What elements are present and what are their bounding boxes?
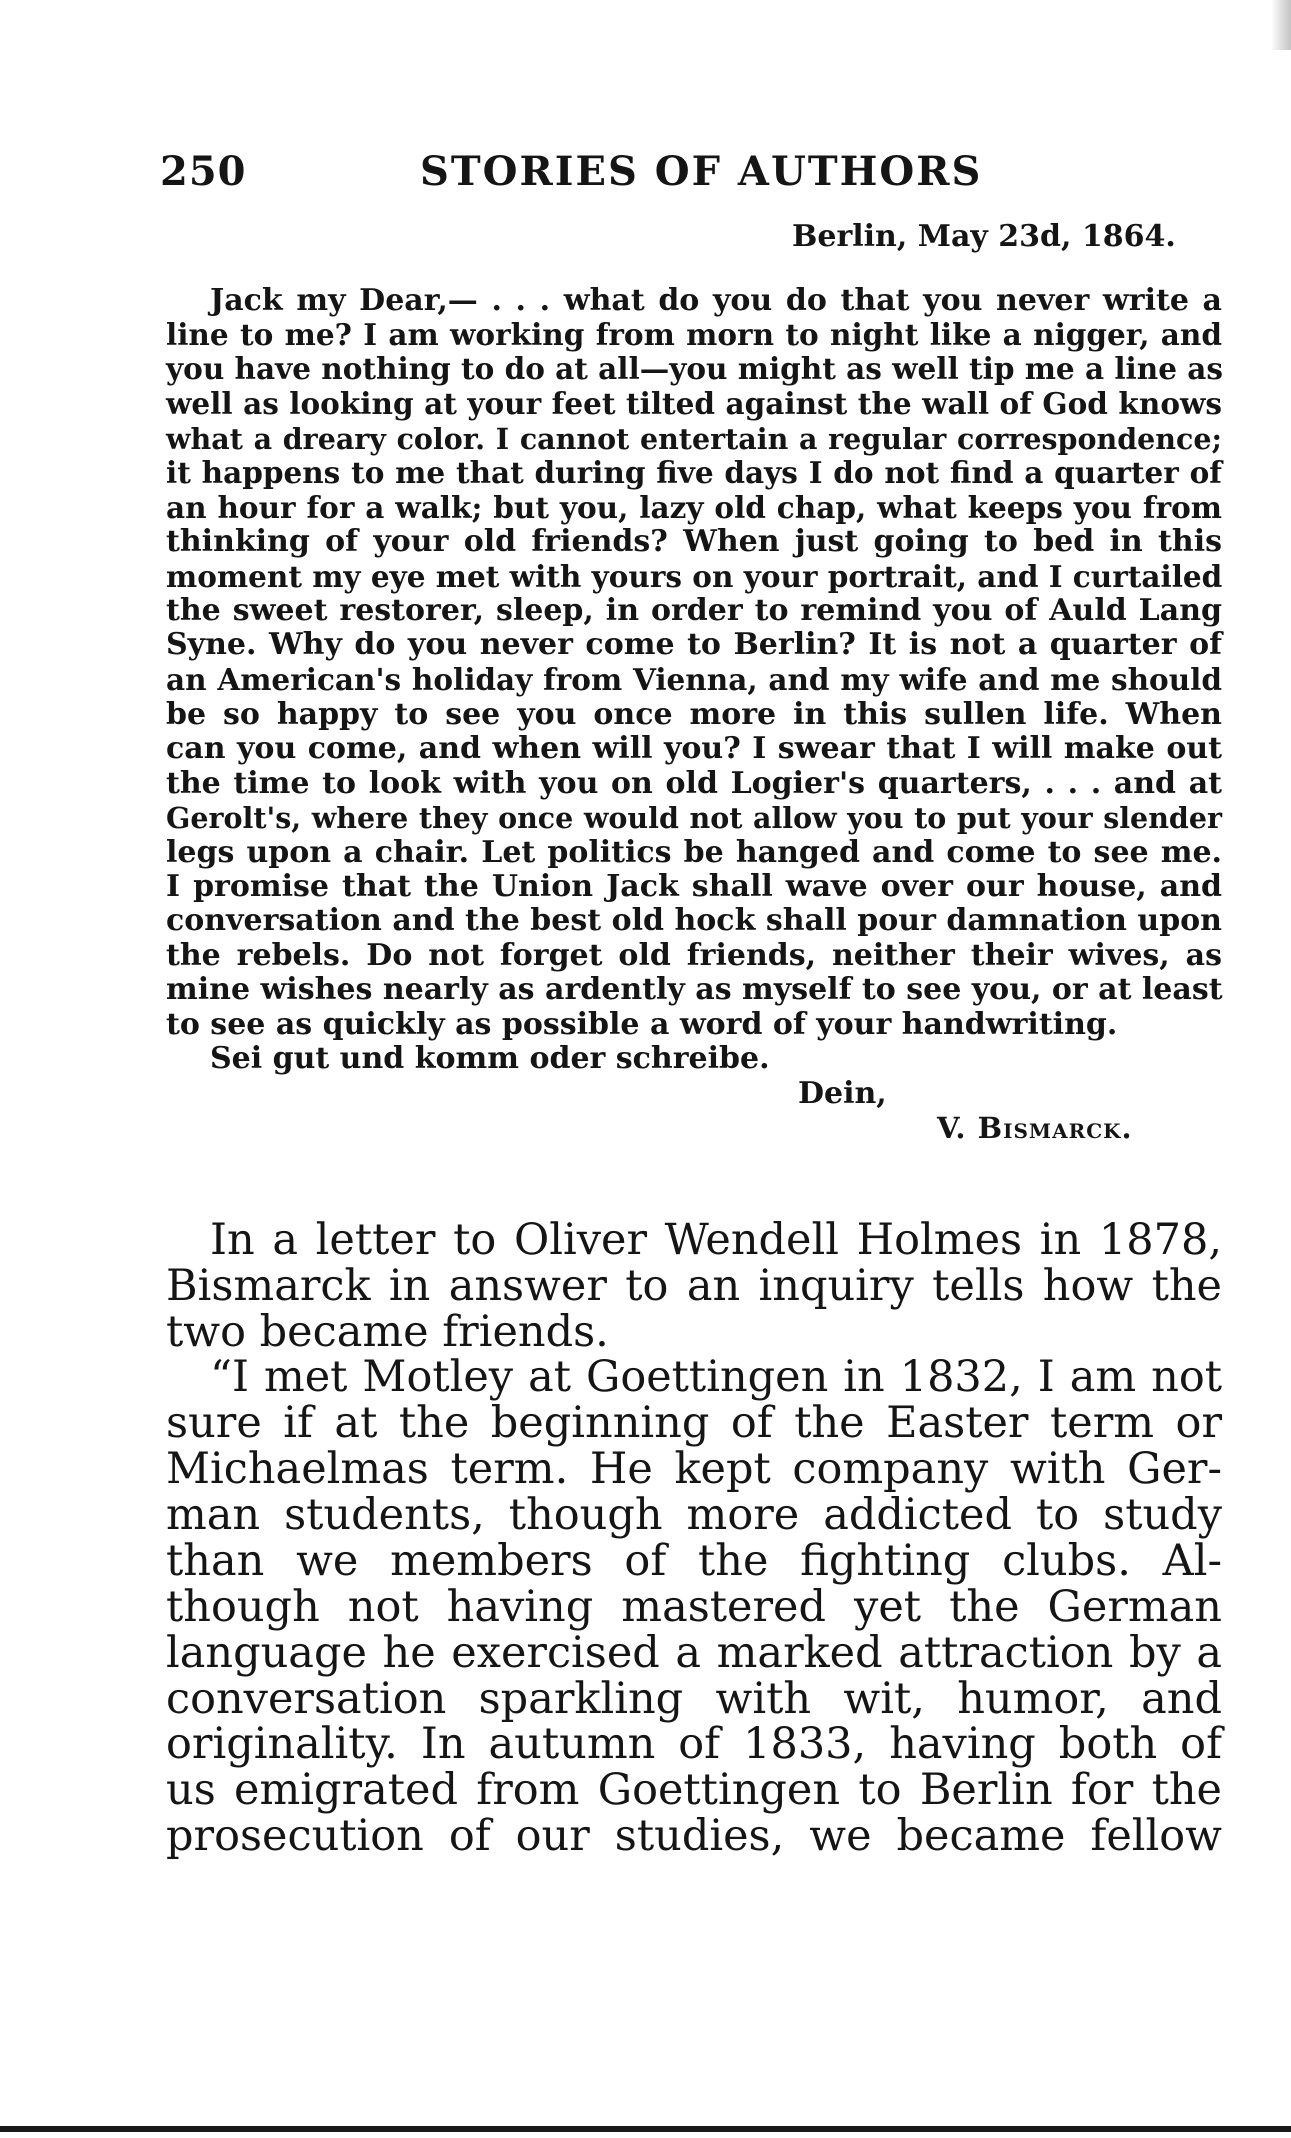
- body-line: language he exercised a marked attraction by a: [166, 1628, 1222, 1678]
- body-line: In a letter to Oliver Wendell Holmes in 1878,: [210, 1215, 1222, 1265]
- scan-bottom-edge: [0, 2126, 1291, 2132]
- letter-line: what a dreary color. I cannot entertain a regular correspondence;: [166, 422, 1222, 456]
- body-line: prosecution of our studies, we became fellow: [166, 1811, 1222, 1861]
- letter-line: be so happy to see you once more in this sullen life. When: [166, 697, 1222, 732]
- letter-line: moment my eye met with yours on your portrait, and I curtailed: [166, 559, 1223, 594]
- body-line: though not having mastered yet the German: [166, 1582, 1222, 1632]
- letter-line: an American's holiday from Vienna, and my wife and me should: [166, 662, 1222, 697]
- letter-line: can you come, and when will you? I swear that I will make out: [166, 731, 1222, 766]
- body-line: than we members of the fighting clubs. Al-: [166, 1536, 1222, 1586]
- body-line: us emigrated from Goettingen to Berlin for the: [166, 1765, 1222, 1815]
- running-head-title: STORIES OF AUTHORS: [420, 148, 983, 195]
- letter-line: Jack my Dear,— . . . what do you do that you never write a: [210, 283, 1222, 318]
- letter-line: well as looking at your feet tilted against the wall of God knows: [166, 386, 1222, 421]
- letter-line: to see as quickly as possible a word of your handwriting.: [166, 1007, 1118, 1042]
- letter-line: Gerolt's, where they once would not allow you to put your slender: [166, 801, 1222, 835]
- letter-closing: Dein,: [798, 1076, 887, 1111]
- body-line: sure if at the beginning of the Easter term or: [166, 1398, 1222, 1448]
- page-number: 250: [160, 148, 247, 195]
- body-line: Bismarck in answer to an inquiry tells how the: [166, 1261, 1222, 1311]
- body-line: two became friends.: [166, 1307, 609, 1357]
- body-line: “I met Motley at Goettingen in 1832, I am not: [210, 1352, 1222, 1402]
- letter-line: I promise that the Union Jack shall wave over our house, and: [166, 869, 1222, 904]
- letter-line: Syne. Why do you never come to Berlin? It is not a quarter of: [166, 627, 1222, 662]
- letter-line: legs upon a chair. Let politics be hanged and come to see me.: [166, 835, 1222, 870]
- body-line: originality. In autumn of 1833, having both of: [166, 1719, 1222, 1769]
- letter-line: conversation and the best old hock shall pour damnation upon: [166, 903, 1222, 938]
- letter-line: the rebels. Do not forget old friends, neither their wives, as: [166, 938, 1222, 973]
- letter-line: it happens to me that during five days I do not find a quarter of: [166, 455, 1222, 490]
- letter-line: the sweet restorer, sleep, in order to remind you of Auld Lang: [166, 593, 1222, 628]
- letter-line: line to me? I am working from morn to night like a nigger, and: [166, 317, 1222, 352]
- letter-line: an hour for a walk; but you, lazy old chap, what keeps you from: [166, 490, 1222, 525]
- body-line: Michaelmas term. He kept company with Ger-: [166, 1444, 1222, 1494]
- body-line: man students, though more addicted to study: [166, 1490, 1222, 1540]
- letter-line: mine wishes nearly as ardently as myself to see you, or at least: [166, 972, 1223, 1007]
- letter-line: thinking of your old friends? When just going to bed in this: [166, 524, 1222, 559]
- letter-line: you have nothing to do at all—you might as well tip me a line as: [166, 351, 1223, 386]
- letter-signature: V. Bismarck.: [937, 1111, 1133, 1145]
- body-line: conversation sparkling with wit, humor, and: [166, 1674, 1222, 1724]
- letter-dateline: Berlin, May 23d, 1864.: [792, 219, 1176, 254]
- letter-line: the time to look with you on old Logier's quarters, . . . and at: [166, 766, 1222, 801]
- letter-line: Sei gut und komm oder schreibe.: [210, 1041, 770, 1076]
- scan-edge-mark: [1271, 0, 1291, 50]
